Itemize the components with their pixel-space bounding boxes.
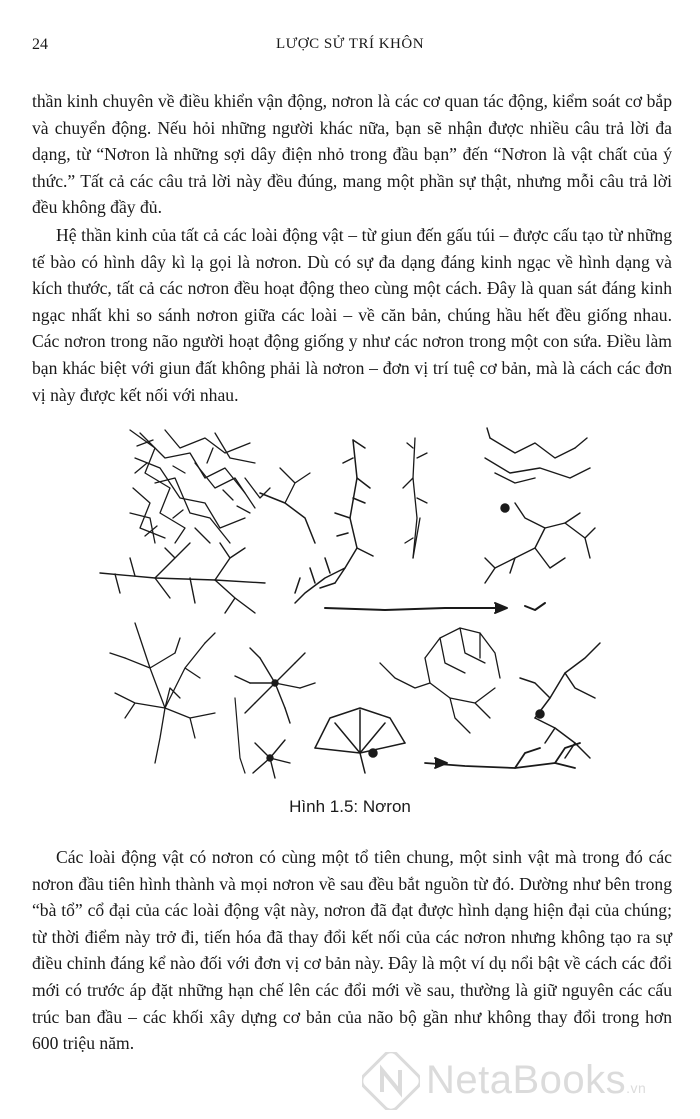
- neuron-right-bottom: [520, 643, 600, 758]
- netabooks-logo-icon: [362, 1052, 420, 1110]
- page-number: 24: [32, 36, 48, 53]
- figure-caption: Hình 1.5: Nơron: [289, 797, 411, 816]
- neuron-fan: [315, 708, 405, 773]
- netabooks-watermark: [362, 1052, 692, 1110]
- watermark-brand: NetaBooks: [426, 1058, 627, 1102]
- neuron-star-small: [235, 648, 315, 723]
- neuron-illustration: [95, 418, 605, 788]
- paragraph-2: Hệ thần kinh của tất cả các loài động vật – từ giun đến gấu túi – được cấu tạo từ những tế bào có hình dây kì lạ gọi là nơron. Dù có sự đa dạng đáng kinh ngạc về hình dạng và kích thước, tất cả các nơron đều hoạt động theo cùng một cách. Đây là quan sát đáng kinh ngạc nhất khi so sánh nơron giữa các loài – về căn bản, chúng hầu hết đều giống nhau. Các nơron trong não người hoạt động giống y như các nơron trong một con sứa. Điều làm bạn khác biệt với giun đất không phải là nơron – đơn vị trí tuệ cơ bản, mà là cách các đơn vị này được kết nối với nhau.: [32, 225, 672, 405]
- neuron-top-right: [485, 428, 595, 583]
- neuron-thin-vertical: [403, 438, 427, 558]
- neuron-bushy-center: [380, 628, 500, 733]
- neuron-horizontal-left: [100, 543, 265, 613]
- watermark-suffix: .vn: [626, 1080, 647, 1096]
- neuron-star-bottom: [253, 740, 290, 778]
- neuron-dense-block: [127, 426, 315, 546]
- paragraph-1: thần kinh chuyên về điều khiển vận động, nơron là các cơ quan tác động, kiểm soát cơ bắp và chuyển động. Nếu hỏi những người khác nữa, bạn sẽ nhận được nhiều câu trả lời đa dạng, từ “Nơron là những sợi dây điện nhỏ trong đầu bạn” đến “Nơron là vật chất của ý thức.” Tất cả các câu trả lời này đều đúng, mang một phần sự thật, nhưng mỗi câu trả lời đều không đầy đủ.: [32, 91, 672, 218]
- paragraph-3: Các loài động vật có nơron có cùng một tổ tiên chung, một sinh vật mà trong đó các nơron đầu tiên hình thành và mọi nơron về sau đều bắt nguồn từ đó. Dường như bên trong “bà tổ” cổ đại của các loài động vật này, nơron đã đạt được hình dạng hiện đại của chúng; từ thời điểm này trở đi, tiến hóa đã thay đổi kết nối của các nơron nhưng không tạo ra sự điều chỉnh đáng kể nào đối với đơn vị cơ bản này. Đây là một ví dụ nổi bật về cách các đổi mới có trước áp đặt những hạn chế lên các đổi mới về sau, thường là giữ nguyên các cấu trúc ban đầu – các khối xây dựng cơ bản của não bộ gần như không thay đổi trong hơn 600 triệu năm.: [32, 847, 672, 1054]
- axon-arrow: [325, 603, 545, 613]
- running-header: LƯỢC SỬ TRÍ KHÔN: [275, 36, 425, 52]
- neuron-bottom-axon: [425, 743, 580, 768]
- neuron-bottom-left: [110, 623, 245, 773]
